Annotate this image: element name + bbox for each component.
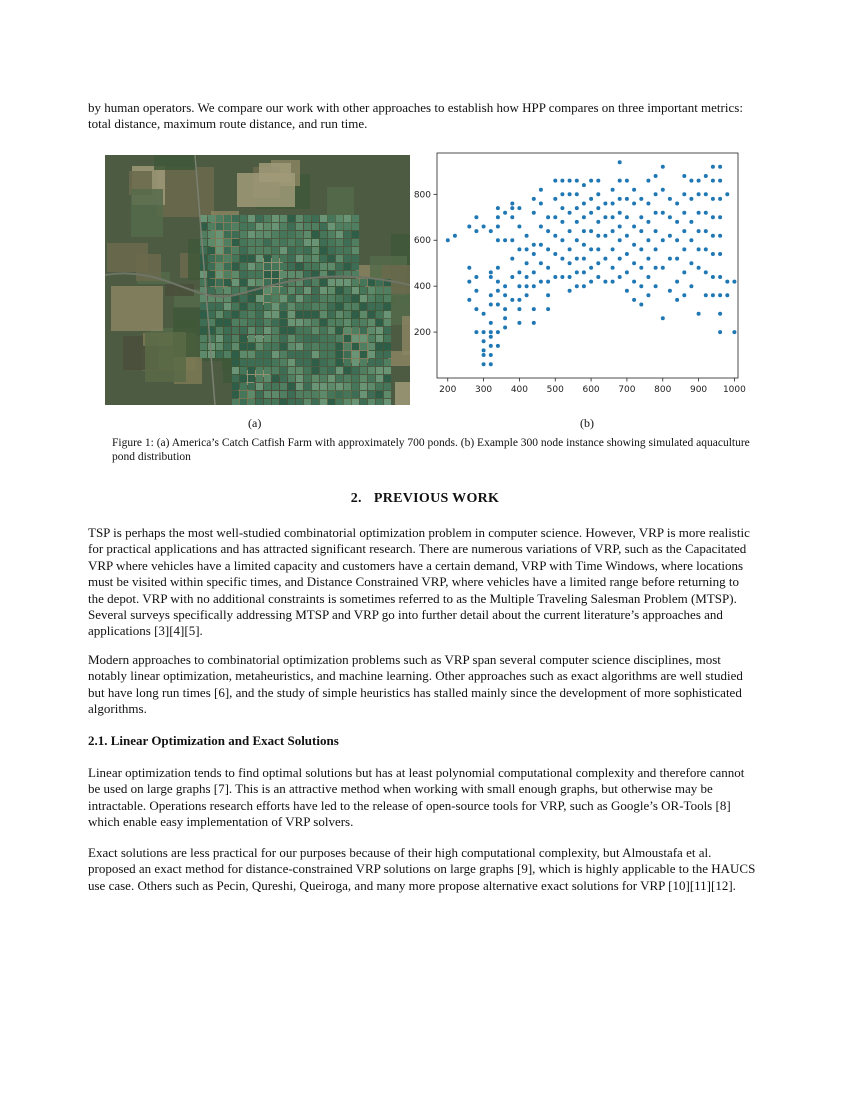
- data-point: [611, 215, 615, 219]
- data-point: [682, 247, 686, 251]
- data-point: [510, 298, 514, 302]
- paragraph-1: TSP is perhaps the most well-studied combinatorial optimization problem in computer science. However, VRP is more realistic for practical applications and has attracted significant research. There are numerous variations of VRP, such as the Capacitated VRP where vehicles have a limited capacity and customers have a certain demand, VRP with Time Windows, where locations must be visited within specific times, and Distance Constrained VRP, where vehicles have a limited range before returning to the depot. VRP with no additional constraints is sometimes referred to as the Multiple Traveling Salesman Problem (MTSP). Several surveys specifically addressing MTSP and VRP go into further detail about the current literature’s approaches and applications [3][4][5].: [88, 525, 750, 639]
- data-point: [510, 202, 514, 206]
- data-point: [517, 321, 521, 325]
- data-point: [668, 257, 672, 261]
- data-point: [482, 330, 486, 334]
- data-point: [568, 275, 572, 279]
- data-point: [668, 197, 672, 201]
- data-point: [697, 229, 701, 233]
- data-point: [503, 316, 507, 320]
- data-point: [603, 215, 607, 219]
- data-point: [697, 312, 701, 316]
- data-point: [589, 229, 593, 233]
- data-point: [575, 179, 579, 183]
- data-point: [611, 229, 615, 233]
- data-point: [725, 192, 729, 196]
- y-tick-label: 800: [413, 190, 431, 201]
- x-tick-label: 1000: [722, 385, 746, 395]
- data-point: [596, 247, 600, 251]
- data-point: [539, 243, 543, 247]
- paragraph-3: Linear optimization tends to find optimal solutions but has at least polynomial computational complexity and therefore cannot be used on large graphs [7]. This is an attractive method when working with small enough graphs, but otherwise may be intractable. Operations research efforts have led to the release of open-source tools for VRP, such as Google’s OR-Tools [8] which enable easy implementation of VRP solvers.: [88, 765, 745, 830]
- data-point: [718, 215, 722, 219]
- data-point: [618, 257, 622, 261]
- data-point: [689, 179, 693, 183]
- data-point: [639, 284, 643, 288]
- section-heading: [0, 491, 850, 507]
- data-point: [482, 339, 486, 343]
- x-tick-label: 400: [510, 385, 529, 395]
- data-point: [639, 303, 643, 307]
- x-tick-label: 300: [474, 385, 493, 395]
- data-point: [510, 275, 514, 279]
- data-point: [553, 275, 557, 279]
- data-point: [668, 234, 672, 238]
- data-point: [718, 179, 722, 183]
- data-point: [503, 307, 507, 311]
- data-point: [625, 270, 629, 274]
- data-point: [546, 293, 550, 297]
- data-point: [732, 280, 736, 284]
- data-point: [718, 165, 722, 169]
- data-point: [546, 280, 550, 284]
- data-point: [589, 247, 593, 251]
- y-tick-label: 200: [413, 328, 431, 339]
- data-point: [510, 238, 514, 242]
- data-point: [632, 202, 636, 206]
- data-point: [632, 188, 636, 192]
- data-point: [661, 165, 665, 169]
- data-point: [718, 197, 722, 201]
- data-point: [646, 238, 650, 242]
- data-point: [668, 289, 672, 293]
- data-point: [625, 289, 629, 293]
- data-point: [560, 206, 564, 210]
- data-point: [675, 202, 679, 206]
- data-point: [560, 179, 564, 183]
- data-point: [603, 280, 607, 284]
- data-point: [546, 266, 550, 270]
- data-point: [618, 238, 622, 242]
- data-point: [496, 238, 500, 242]
- data-point: [582, 215, 586, 219]
- data-point: [575, 220, 579, 224]
- data-point: [682, 229, 686, 233]
- data-point: [553, 179, 557, 183]
- data-point: [532, 243, 536, 247]
- data-point: [568, 179, 572, 183]
- data-point: [632, 243, 636, 247]
- data-point: [489, 293, 493, 297]
- x-tick-label: 700: [618, 385, 636, 395]
- scatter-plot: [410, 150, 755, 400]
- data-point: [732, 330, 736, 334]
- data-point: [532, 307, 536, 311]
- data-point: [718, 293, 722, 297]
- data-point: [482, 362, 486, 366]
- x-tick-label: 500: [546, 385, 564, 395]
- data-point: [711, 179, 715, 183]
- data-point: [482, 225, 486, 229]
- data-point: [682, 211, 686, 215]
- data-point: [654, 174, 658, 178]
- data-point: [704, 211, 708, 215]
- data-point: [474, 215, 478, 219]
- data-point: [467, 298, 471, 302]
- data-point: [704, 293, 708, 297]
- data-point: [682, 270, 686, 274]
- data-point: [625, 179, 629, 183]
- data-point: [546, 247, 550, 251]
- data-point: [503, 284, 507, 288]
- data-point: [711, 293, 715, 297]
- figure-caption: Figure 1: (a) America’s Catch Catfish Farm with approximately 700 ponds. (b) Example 300 node instance showing simulated aquaculture pond distribution: [112, 437, 750, 463]
- data-point: [704, 270, 708, 274]
- data-point: [625, 234, 629, 238]
- data-point: [482, 312, 486, 316]
- data-point: [646, 179, 650, 183]
- data-point: [718, 330, 722, 334]
- data-point: [575, 238, 579, 242]
- data-point: [582, 243, 586, 247]
- data-point: [532, 321, 536, 325]
- data-point: [467, 280, 471, 284]
- data-point: [582, 202, 586, 206]
- data-point: [596, 234, 600, 238]
- data-point: [532, 211, 536, 215]
- subcaption-b: (b): [580, 416, 594, 430]
- data-point: [697, 179, 701, 183]
- data-point: [560, 238, 564, 242]
- data-point: [503, 238, 507, 242]
- data-point: [568, 229, 572, 233]
- data-point: [532, 252, 536, 256]
- data-point: [654, 192, 658, 196]
- data-point: [582, 284, 586, 288]
- data-point: [618, 275, 622, 279]
- data-point: [568, 192, 572, 196]
- data-point: [618, 179, 622, 183]
- data-point: [575, 206, 579, 210]
- data-point: [489, 362, 493, 366]
- data-point: [539, 225, 543, 229]
- data-point: [611, 188, 615, 192]
- data-point: [704, 229, 708, 233]
- data-point: [589, 211, 593, 215]
- data-point: [661, 188, 665, 192]
- data-point: [503, 293, 507, 297]
- data-point: [582, 229, 586, 233]
- data-point: [553, 197, 557, 201]
- data-point: [517, 284, 521, 288]
- data-point: [496, 215, 500, 219]
- data-point: [568, 247, 572, 251]
- paragraph-4: Exact solutions are less practical for our purposes because of their high computational complexity, but Almoustafa et al. proposed an exact method for distance-constrained VRP solutions on large graphs [9], which is highly applicable to the HAUCS use case. Others such as Pecin, Qureshi, Queiroga, and many more propose alternative exact solutions for VRP [10][11][12].: [88, 845, 756, 893]
- data-point: [546, 215, 550, 219]
- data-point: [675, 257, 679, 261]
- data-point: [532, 284, 536, 288]
- data-point: [618, 211, 622, 215]
- data-point: [704, 192, 708, 196]
- data-point: [711, 252, 715, 256]
- data-point: [711, 275, 715, 279]
- data-point: [639, 197, 643, 201]
- data-point: [496, 289, 500, 293]
- data-point: [489, 275, 493, 279]
- satellite-farm-image: [105, 155, 410, 405]
- data-point: [632, 298, 636, 302]
- data-point: [689, 220, 693, 224]
- data-point: [539, 202, 543, 206]
- data-point: [446, 238, 450, 242]
- y-tick-label: 600: [413, 236, 431, 247]
- data-point: [618, 225, 622, 229]
- data-point: [668, 215, 672, 219]
- data-point: [689, 238, 693, 242]
- data-point: [632, 225, 636, 229]
- data-point: [546, 229, 550, 233]
- data-point: [525, 261, 529, 265]
- data-point: [589, 266, 593, 270]
- data-point: [525, 247, 529, 251]
- data-point: [496, 206, 500, 210]
- data-point: [711, 215, 715, 219]
- data-point: [639, 215, 643, 219]
- data-point: [654, 247, 658, 251]
- data-point: [697, 247, 701, 251]
- subsection-heading: 2.1. Linear Optimization and Exact Solutions: [88, 733, 339, 748]
- data-point: [517, 270, 521, 274]
- data-point: [474, 229, 478, 233]
- data-point: [575, 192, 579, 196]
- data-point: [682, 174, 686, 178]
- data-point: [568, 211, 572, 215]
- data-point: [546, 307, 550, 311]
- data-point: [618, 160, 622, 164]
- data-point: [525, 284, 529, 288]
- data-point: [489, 303, 493, 307]
- data-point: [646, 202, 650, 206]
- data-point: [496, 330, 500, 334]
- data-point: [682, 192, 686, 196]
- data-point: [474, 275, 478, 279]
- data-point: [711, 165, 715, 169]
- plot-frame: [437, 153, 738, 378]
- data-point: [697, 266, 701, 270]
- data-point: [632, 280, 636, 284]
- data-point: [654, 211, 658, 215]
- data-point: [689, 261, 693, 265]
- data-point: [625, 252, 629, 256]
- data-point: [560, 220, 564, 224]
- data-point: [510, 215, 514, 219]
- data-point: [646, 275, 650, 279]
- data-point: [661, 316, 665, 320]
- data-point: [611, 266, 615, 270]
- section-title-text: PREVIOUS WORK: [373, 491, 500, 506]
- data-point: [453, 234, 457, 238]
- intro-paragraph: by human operators. We compare our work with other approaches to establish how HPP compares on three important metrics: total distance, maximum route distance, and run time.: [88, 100, 743, 132]
- x-tick-label: 800: [654, 385, 672, 395]
- data-point: [539, 188, 543, 192]
- data-point: [496, 303, 500, 307]
- data-point: [625, 215, 629, 219]
- data-point: [718, 275, 722, 279]
- data-point: [525, 234, 529, 238]
- data-point: [611, 202, 615, 206]
- data-point: [560, 192, 564, 196]
- data-point: [675, 280, 679, 284]
- data-point: [682, 293, 686, 297]
- data-point: [718, 252, 722, 256]
- data-point: [661, 266, 665, 270]
- data-point: [553, 215, 557, 219]
- data-point: [489, 335, 493, 339]
- data-point: [496, 280, 500, 284]
- data-point: [517, 307, 521, 311]
- data-point: [596, 206, 600, 210]
- data-point: [496, 344, 500, 348]
- data-point: [517, 225, 521, 229]
- data-point: [675, 298, 679, 302]
- data-point: [675, 220, 679, 224]
- data-point: [474, 307, 478, 311]
- data-point: [646, 257, 650, 261]
- data-point: [467, 225, 471, 229]
- data-point: [575, 270, 579, 274]
- data-point: [596, 192, 600, 196]
- data-point: [575, 284, 579, 288]
- data-point: [575, 257, 579, 261]
- data-point: [489, 229, 493, 233]
- data-point: [675, 238, 679, 242]
- data-point: [589, 280, 593, 284]
- data-point: [654, 229, 658, 233]
- data-point: [489, 270, 493, 274]
- data-point: [560, 257, 564, 261]
- data-point: [489, 321, 493, 325]
- data-point: [611, 280, 615, 284]
- data-point: [582, 270, 586, 274]
- data-point: [532, 270, 536, 274]
- data-point: [646, 220, 650, 224]
- data-point: [596, 261, 600, 265]
- data-point: [553, 252, 557, 256]
- data-point: [553, 234, 557, 238]
- data-point: [517, 206, 521, 210]
- data-point: [589, 197, 593, 201]
- paragraph-2: Modern approaches to combinatorial optimization problems such as VRP span several computer science disciplines, most notably linear optimization, metaheuristics, and machine learning. Other approaches such as exact algorithms are well studied but have long run times [6], and the study of simple heuristics has stalled mainly since the development of more sophisticated algorithms.: [88, 652, 743, 717]
- data-point: [489, 353, 493, 357]
- data-point: [603, 202, 607, 206]
- data-point: [711, 197, 715, 201]
- data-point: [467, 266, 471, 270]
- data-point: [589, 179, 593, 183]
- data-point: [704, 247, 708, 251]
- scatter-svg: [410, 150, 755, 400]
- data-point: [582, 183, 586, 187]
- subcaption-a: (a): [248, 416, 262, 430]
- data-point: [697, 211, 701, 215]
- y-tick-label: 400: [413, 282, 431, 293]
- data-point: [697, 192, 701, 196]
- data-point: [725, 293, 729, 297]
- data-point: [639, 266, 643, 270]
- data-point: [646, 293, 650, 297]
- data-point: [539, 261, 543, 265]
- data-point: [510, 257, 514, 261]
- data-point: [711, 234, 715, 238]
- data-point: [661, 238, 665, 242]
- data-point: [489, 344, 493, 348]
- data-point: [625, 197, 629, 201]
- x-tick-label: 600: [582, 385, 600, 395]
- data-point: [596, 275, 600, 279]
- data-point: [568, 261, 572, 265]
- data-point: [603, 257, 607, 261]
- data-point: [661, 211, 665, 215]
- data-point: [603, 234, 607, 238]
- x-tick-label: 900: [689, 385, 708, 395]
- data-point: [503, 326, 507, 330]
- data-point: [718, 312, 722, 316]
- data-point: [582, 257, 586, 261]
- x-tick-label: 200: [439, 385, 457, 395]
- data-point: [618, 197, 622, 201]
- data-point: [539, 280, 543, 284]
- data-point: [654, 266, 658, 270]
- data-point: [489, 330, 493, 334]
- data-point: [568, 289, 572, 293]
- data-point: [496, 266, 500, 270]
- data-point: [596, 220, 600, 224]
- data-point: [517, 298, 521, 302]
- data-point: [632, 261, 636, 265]
- section-number: 2.: [350, 491, 362, 506]
- data-point: [596, 179, 600, 183]
- data-point: [639, 247, 643, 251]
- data-point: [718, 234, 722, 238]
- data-point: [689, 284, 693, 288]
- data-point: [725, 280, 729, 284]
- data-point: [525, 293, 529, 297]
- data-point: [482, 353, 486, 357]
- data-point: [654, 284, 658, 288]
- data-point: [510, 206, 514, 210]
- data-point: [532, 197, 536, 201]
- data-point: [611, 247, 615, 251]
- data-point: [503, 211, 507, 215]
- data-point: [525, 275, 529, 279]
- data-point: [639, 229, 643, 233]
- data-point: [474, 330, 478, 334]
- data-point: [474, 289, 478, 293]
- data-points: [446, 160, 737, 366]
- data-point: [704, 174, 708, 178]
- data-point: [517, 247, 521, 251]
- data-point: [496, 225, 500, 229]
- data-point: [482, 348, 486, 352]
- data-point: [689, 197, 693, 201]
- axis-ticks: [414, 190, 746, 395]
- data-point: [560, 275, 564, 279]
